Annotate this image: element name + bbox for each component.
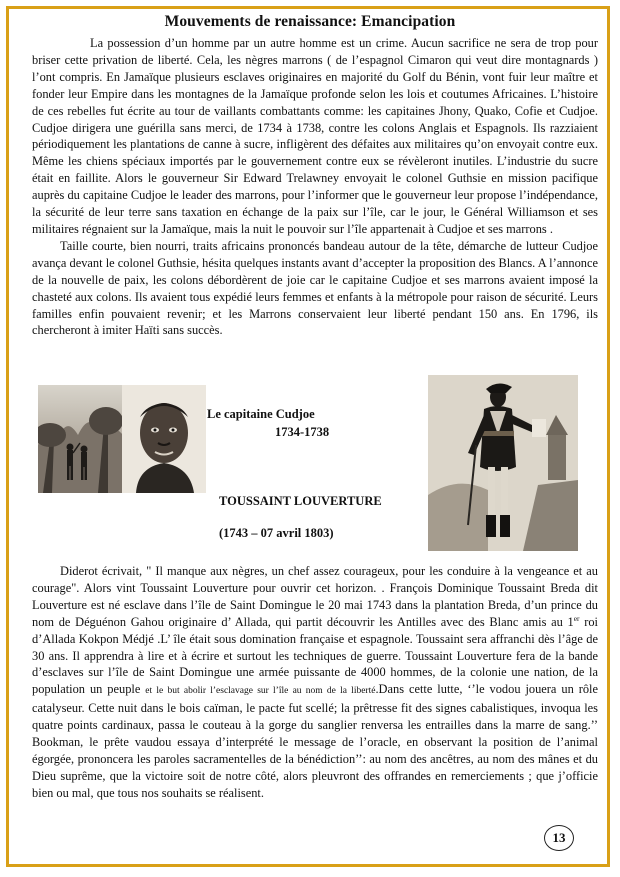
caption-cudjoe-dates: 1734-1738 (275, 425, 330, 439)
paragraph-cudjoe-history: La possession d’un homme par un autre homme est un crime. Aucun sacrifice ne sera de trop pour briser cette privation de liberté. Cela, les nègres marrons ( de l’espagnol Cimaron qui veut dire montagnards ) l’ont compris. En Jamaïque plusieurs esclaves originaires en majorité du Golf du Bénin, vont fuir leur maître et fonder leur Empire dans les montagnes de la Jamaïque profonde selon les lois et coutumes Africaines. L’histoire de ces rebelles fut écrite au tour de vaillants combattants comme: les capitaines Jhony, Quako, Cofie et Cudjoe. Cudjoe dirigera une guérilla sans merci, de 1734 à 1738, contre les colons Anglais et Espagnols. Ils razziaient périodiquement les plantations de canne à sucre, infligèrent des défaites aux militaires qu’on envoyait contre eux. Même les chiens spéciaux importés par le gouvernement contre eux se révèleront inutiles. L’industrie du sucre était en faillite. Alors le gouverneur Sir Edward Trelawney envoyait le colonel Guthsie en mission pacifique auprès du capitaine Cudjoe le leader des marrons, pour l’informer que le gouverneur leur propose l’indépendance, la sécurité de leur terre sans taxation en échange de la paix sur l’île, car le jour, le Général Williamson et ses militaires régnaient sur la Jamaïque, mais la nuit le pouvoir sur l’île appartenait à Cudjoe et ses marrons . (32, 36, 598, 236)
toussaint-text-part-3: .Dans cette lutte, ‘’le vodou jouera un rôle catalyseur. Cette nuit dans le bois caïman, le pacte fut scellé; la prêtresse fit des signes cabalistiques, invoqua les quatre points cardinaux, passa le couteau à la gorge du sanglier renversa les entrailles dans la marre de sang.’’ Bookman, le prête vaudou essaya d’interprété le message de l’oracle, en observant la position de l’animal égorgée, prononcera les paroles sacramentelles de la bénédiction’’: au nom des ancêtres, au nom des mânes et du Dieu suprême, que la victoire soit de notre côté, alors pleuvront des offrandes en remerciements ; que j’officie bien ou mal, que tous nos souhaits se réalisent. (32, 682, 598, 800)
caption-toussaint-dates: (1743 – 07 avril 1803) (219, 526, 334, 540)
text-block-toussaint (32, 563, 598, 802)
paragraph-toussaint (32, 563, 598, 802)
superscript-er: er (573, 613, 580, 623)
small-inline-note: et le but abolir l’esclavage sur l’île au nom de la liberté (145, 686, 376, 697)
toussaint-louverture-engraving (428, 375, 578, 551)
page-title: Mouvements de renaissance: Emancipation (164, 13, 456, 30)
marrons-forest-engraving (38, 385, 123, 493)
text-block-marrons (32, 35, 598, 339)
cudjoe-portrait (122, 385, 206, 493)
page-number-badge: 13 (544, 825, 574, 851)
caption-toussaint-name: TOUSSAINT LOUVERTURE (219, 494, 382, 508)
caption-cudjoe-name: Le capitaine Cudjoe (207, 407, 315, 421)
toussaint-text-part-2: roi d’Allada Kokpon Médjé .L’ île était sous domination française et espagnole. Toussaint sera affranchi dès l’âge de 30 ans. Il apprendra à lire et à écrire et surtout les techniques de guerre. Toussaint Louverture fera de la bande d’esclaves sur l’île de Saint Domingue une armée puissante de 4000 hommes, de la colonie une nation, de la population un peuple (32, 614, 598, 697)
paragraph-cudjoe-peace: Taille courte, bien nourri, traits africains prononcés bandeau autour de la tête, démarche de lutteur Cudjoe avança devant le colonel Guthsie, hésita quelques instants avant d’accepter la proposition des Blancs. A l’annonce de la nouvelle de paix, les colons débordèrent de joie car le capitaine Cudjoe et ses marrons avaient imposé la chasteté aux colons. Ils avaient tous expédié leurs femmes et enfants à la métropole pour raison de sécurité. Leurs familles enfin pouvaient revenir; et les Marrons conservaient leur liberté pendant 150 ans. En 1796, ils chercheront à imiter Haïti sans succès. (32, 238, 598, 338)
toussaint-text-part-1: Diderot écrivait, " Il manque aux nègres, un chef assez courageux, pour les conduire à la vengeance et au courage". Alors vint Toussaint Louverture pour ouvrir cet horizon. . François Dominique Toussaint Breda dit Louverture est né esclave dans l’île de Saint Domingue le 20 mai 1743 dans la plantation Breda, d’un prince du nom de Déguénon Gahou originaire d’ Allada, qui partit découvrir les Antilles avec des Blanc amis au 1 (32, 564, 598, 629)
